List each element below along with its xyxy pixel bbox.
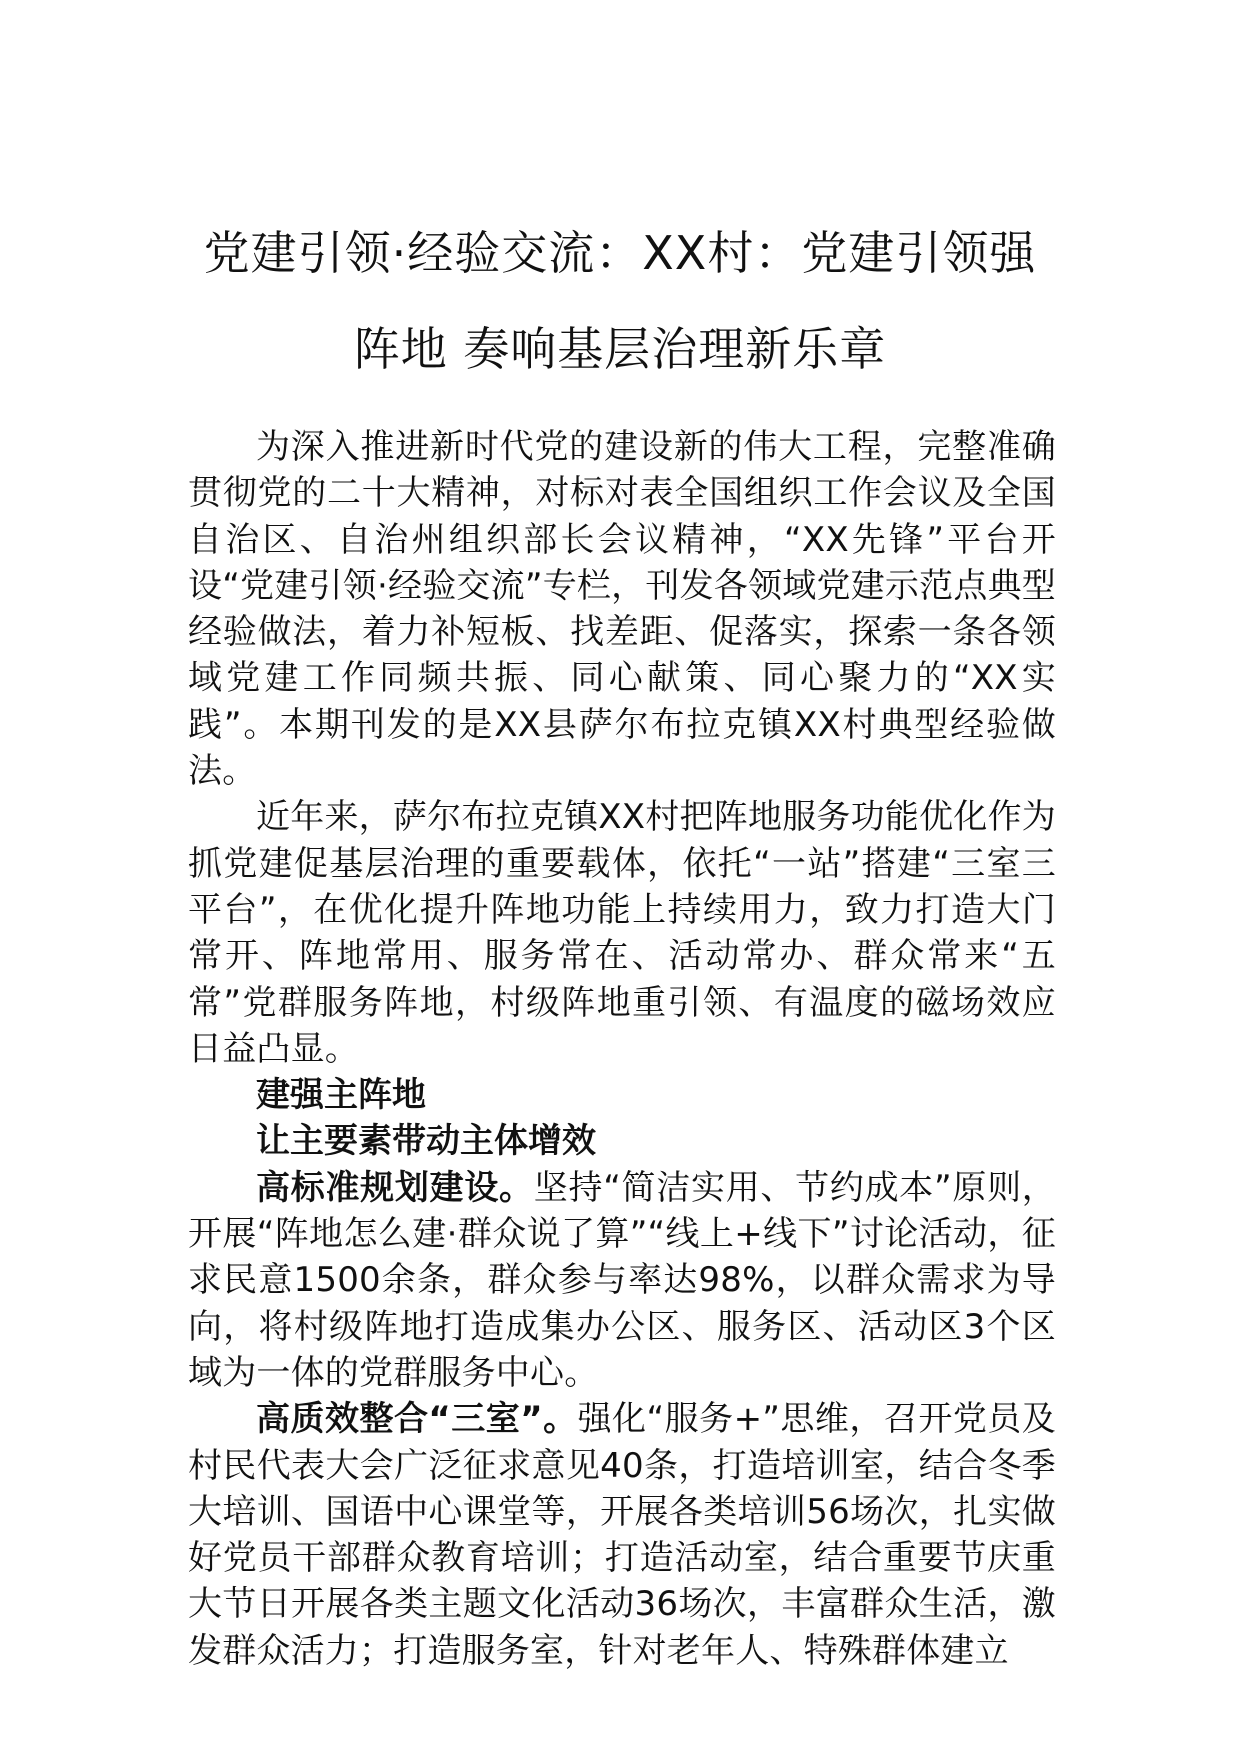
integration-text: 强化“服务+”思维，召开党员及村民代表大会广泛征求意见40条，打造培训室，结合冬季大培训、国语中心课堂等，开展各类培训56场次，扎实做好党员干部群众教育培训；打造活动室，结合重要节庆重大节日开展各类主题文化活动36场次，丰富群众生活，激发群众活力；打造服务室，针对老年人、特殊群体建立 bbox=[188, 1399, 1056, 1671]
integration-paragraph bbox=[188, 1396, 1056, 1674]
planning-lead: 高标准规划建设。 bbox=[256, 1167, 534, 1208]
intro-paragraph: 为深入推进新时代党的建设新的伟大工程，完整准确贯彻党的二十大精神，对标对表全国组织工作会议及全国自治区、自治州组织部长会议精神，“XX先锋”平台开设“党建引领·经验交流”专栏，刊发各领域党建示范点典型经验做法，着力补短板、找差距、促落实，探索一条各领域党建工作同频共振、同心献策、同心聚力的“XX实践”。本期刊发的是XX县萨尔布拉克镇XX村典型经验做法。 bbox=[188, 427, 1056, 792]
planning-text: 坚持“简洁实用、节约成本”原则，开展“阵地怎么建·群众说了算”“线上+线下”讨论活动，征求民意1500余条，群众参与率达98%，以群众需求为导向，将村级阵地打造成集办公区、服务区、活动区3个区域为一体的党群服务中心。 bbox=[188, 1167, 1056, 1393]
title-line-1: 党建引领·经验交流：XX村：党建引领强 bbox=[203, 226, 1037, 280]
section-heading: 建强主阵地 bbox=[256, 1075, 426, 1116]
background-paragraph: 近年来，萨尔布拉克镇XX村把阵地服务功能优化作为抓党建促基层治理的重要载体，依托“一站”搭建“三室三平台”，在优化提升阵地功能上持续用力，致力打造大门常开、阵地常用、服务常在、活动常办、群众常来“五常”党群服务阵地，村级阵地重引领、有温度的磁场效应日益凸显。 bbox=[188, 797, 1056, 1069]
title-line-2: 阵地 奏响基层治理新乐章 bbox=[353, 322, 887, 376]
section-subheading: 让主要素带动主体增效 bbox=[256, 1121, 596, 1162]
planning-paragraph bbox=[188, 1165, 1056, 1396]
document-body bbox=[188, 424, 1056, 1674]
integration-lead: 高质效整合“三室”。 bbox=[256, 1399, 578, 1440]
document-title bbox=[150, 205, 1090, 397]
